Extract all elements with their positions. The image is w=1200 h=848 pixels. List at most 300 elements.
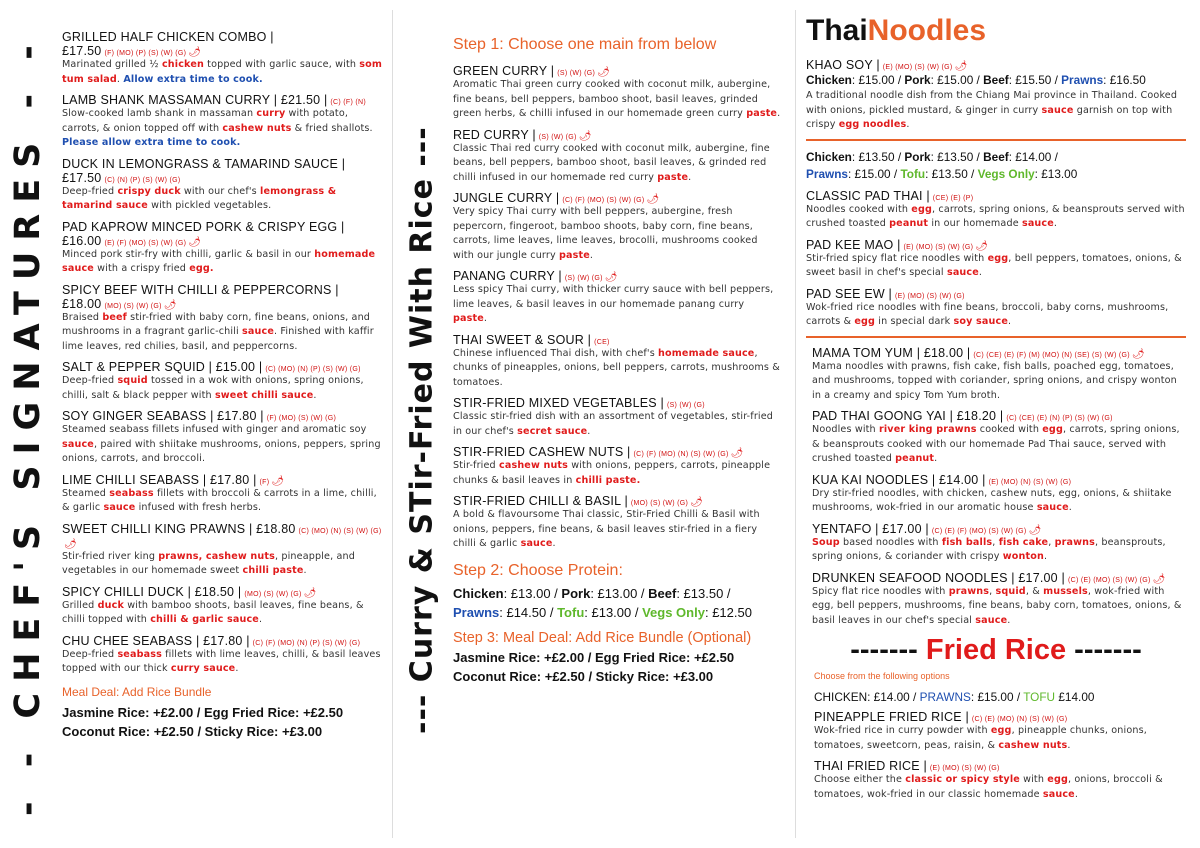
chilli-pepper-icon: 🌶 — [954, 61, 968, 72]
text-run: , pineapple, and vegetables in our homemade sweet — [62, 550, 355, 576]
brand-thai: Thai — [806, 14, 868, 47]
menu-item — [812, 522, 1186, 565]
text-run: Less spicy Thai curry, with thicker curry sauce with bell peppers, lime leaves, & basil leaves in our homemade panang curry — [453, 284, 774, 310]
noodle-list-priced — [806, 346, 1186, 629]
text-run: with potato, carrots, & onion topped off with — [62, 108, 349, 134]
fried-rice-prices — [814, 689, 1186, 706]
text-run: peanut — [895, 453, 935, 464]
text-run: , — [989, 585, 996, 597]
text-run: prawns — [1054, 536, 1095, 548]
allergen-codes: (CE) (E) (P) — [932, 194, 974, 202]
allergen-codes: (S) (W) (G) — [557, 70, 596, 77]
text-run: classic or spicy style — [905, 774, 1020, 785]
item-name — [812, 473, 1186, 487]
text-run: . — [116, 73, 124, 85]
text-run: Steamed seabass fillets infused with ginger and aromatic soy — [62, 424, 367, 435]
price-run: Pork — [561, 585, 591, 601]
text-run: lemongrass & tamarind sauce — [62, 185, 337, 211]
dashes: ------- — [850, 634, 918, 666]
khao-soy-item — [806, 58, 1186, 133]
text-run: , & — [1025, 585, 1044, 597]
item-description — [453, 142, 781, 186]
price-run: Prawns — [806, 166, 848, 181]
text-run: in special dark — [875, 316, 954, 327]
menu-item — [453, 445, 781, 488]
text-run: seabass — [117, 648, 162, 660]
allergen-codes: (C) (F) (N) — [330, 99, 366, 106]
text-run: egg — [1042, 424, 1063, 435]
item-description — [806, 203, 1186, 232]
text-run: sweet chilli sauce — [214, 389, 314, 401]
text-run: sauce — [1041, 104, 1074, 116]
menu-item — [62, 634, 384, 677]
price-run: Beef — [983, 149, 1009, 164]
price-run: : £15.50 / — [1008, 73, 1062, 87]
chilli-pepper-icon: 🌶 — [271, 475, 285, 487]
noodle-prices — [806, 149, 1186, 166]
menu-item — [453, 396, 781, 439]
item-description — [62, 599, 384, 628]
text-run: . — [934, 453, 938, 464]
item-title: PAD THAI GOONG YAI | £18.20 | — [812, 409, 1004, 423]
allergen-codes: (C) (E) (MO) (S) (W) (G) — [1067, 576, 1151, 584]
item-description — [806, 89, 1186, 133]
text-run: , beansprouts, spring onions, & coriander with crispy — [812, 536, 1166, 562]
allergen-codes: (C) (E) (MO) (N) (S) (W) (G) — [971, 716, 1068, 723]
text-run: chilli paste. — [575, 474, 641, 486]
menu-item — [62, 157, 384, 214]
text-run: & fried shallots. — [291, 122, 373, 134]
menu-item — [806, 238, 1186, 281]
item-title: DRUNKEN SEAFOOD NOODLES | £17.00 | — [812, 570, 1065, 585]
text-run: with onions, peppers, carrots, pineapple chunks & basil leaves in — [453, 460, 771, 486]
item-title: MAMA TOM YUM | £18.00 | — [812, 345, 971, 360]
allergen-codes: (F) (MO) (P) (S) (W) (G) — [104, 50, 187, 57]
item-name — [62, 93, 384, 107]
text-run: , bell peppers, tomatoes, onions, & sweet basil in chef's special — [806, 252, 1182, 278]
price-run: Prawns — [1061, 73, 1104, 87]
item-description — [806, 252, 1186, 281]
text-run: sauce — [946, 267, 979, 278]
price-run: : £13.50 / — [676, 585, 731, 601]
price-run: Chicken — [806, 73, 852, 87]
text-run: paste — [746, 108, 778, 119]
text-run: . — [906, 119, 910, 130]
text-run: . — [1074, 788, 1079, 800]
item-description — [814, 724, 1186, 753]
text-run: cashew nuts — [222, 122, 292, 134]
text-run: Dry stir-fried noodles, with chicken, cashew nuts, egg, onions, & shiitake mushrooms, wok-fried in our aromatic house — [812, 487, 1172, 513]
allergen-codes: (E) (MO) (S) (W) (G) — [895, 292, 965, 300]
menu-item — [453, 333, 781, 391]
text-run: Aromatic Thai green curry cooked with coconut milk, aubergine, fine beans, bell peppers, bamboo shoot, basil leaves, grinded green herbs, & chilli infused in our homemade green curry — [453, 79, 771, 119]
text-run: egg — [987, 252, 1009, 264]
text-run: Mama noodles with prawns, fish cake, fish balls, poached egg, tomatoes, and mushrooms, topped with coriander, spring onions, and crispy wonton in a creamy and spicy Tom Yum broth. — [812, 360, 1177, 401]
menu-item — [812, 409, 1186, 467]
item-description — [453, 347, 781, 391]
text-run: wonton — [1002, 551, 1044, 562]
allergen-codes: (S) (W) (G) — [666, 402, 705, 409]
item-name — [62, 409, 384, 423]
text-run: . — [777, 108, 781, 119]
chilli-pepper-icon: 🌶 — [975, 240, 989, 252]
item-title: SOY GINGER SEABASS | £17.80 | — [62, 409, 264, 423]
price-run: : £13.50 / — [851, 149, 905, 164]
menu-item — [62, 522, 384, 579]
price-run: Pork — [904, 149, 931, 164]
menu-item — [62, 283, 384, 355]
item-description — [453, 283, 781, 327]
item-title: CLASSIC PAD THAI | — [806, 188, 930, 203]
chilli-pepper-icon: 🌶 — [188, 236, 202, 248]
text-run: with a crispy fried — [93, 263, 190, 274]
item-title: STIR-FRIED CHILLI & BASIL | — [453, 494, 628, 508]
price-run: Tofu — [557, 604, 585, 620]
noodle-prices — [806, 166, 1186, 183]
allergen-codes: (C) (N) (P) (S) (W) (G) — [104, 176, 181, 184]
text-run: A bold & flavoursome Thai classic, Stir-Fried Chilli & Basil with onions, peppers, fine beans, & basil leaves stir-fried in a fiery chilli & garlic — [453, 509, 760, 549]
text-run: Very spicy Thai curry with bell peppers, aubergine, fresh pepercorn, fingeroot, bamboo shoots, baby corn, fine beans, carrots, lime leaves, lime leaves, brocolli, mushrooms cooked with our jungle curry — [453, 206, 758, 261]
vertical-title-curry: --- Curry & STir-Fried With Rice --- — [404, 126, 440, 734]
chefs-signatures-column — [62, 30, 384, 741]
text-run: paste — [657, 171, 689, 183]
text-run: egg — [990, 725, 1012, 736]
allergen-codes: (C) (CE) (E) (N) (P) (S) (W) (G) — [1006, 415, 1113, 422]
allergen-codes: (E) (MO) (S) (W) (G) — [882, 64, 953, 71]
price-run: Tofu — [900, 166, 926, 181]
rice-bundle-line: Jasmine Rice: +£2.00 / Egg Fried Rice: +£2.50 — [453, 649, 735, 665]
menu-item — [806, 287, 1186, 330]
item-name — [812, 522, 1186, 536]
chilli-pepper-icon: 🌶 — [597, 67, 611, 78]
vertical-title-chefs-signatures: - - CHEF'S SIGNATURES - - — [8, 34, 48, 816]
item-description — [62, 648, 384, 677]
item-name — [62, 585, 384, 599]
text-run: peanut — [889, 218, 929, 229]
text-run: crispy duck — [117, 185, 181, 197]
text-run: Stir-fried spicy flat rice noodles with — [806, 252, 988, 264]
item-title: STIR-FRIED MIXED VEGETABLES | — [453, 396, 664, 410]
item-name — [812, 571, 1186, 585]
menu-item — [812, 571, 1186, 629]
curry-column — [453, 36, 781, 686]
item-title: LIME CHILLI SEABASS | £17.80 | — [62, 472, 257, 487]
text-run: . — [1007, 316, 1012, 327]
text-run: with pickled vegetables. — [147, 200, 272, 211]
item-name — [62, 360, 384, 374]
text-run: Allow extra time to cook. — [123, 73, 263, 85]
text-run: fillets with broccoli & carrots in a lime, chilli, & garlic — [62, 487, 377, 513]
text-run: Stir-fried — [453, 460, 499, 471]
text-run: Deep-fried — [62, 375, 118, 386]
text-run: , chunks of pineapples, onions, bell peppers, carrots, mushrooms & tomatoes. — [453, 347, 780, 388]
item-name — [62, 283, 384, 311]
text-run: based noodles with — [839, 536, 942, 548]
text-run: , pineapple chunks, onions, tomatoes, sweetcorn, peas, raisin, & — [814, 725, 1147, 751]
item-name — [806, 287, 1186, 301]
text-run: Choose either the — [814, 774, 906, 785]
price-run: : £13.00 / — [503, 585, 562, 601]
dashes: ------- — [1074, 634, 1142, 666]
step-2-heading: Step 2: Choose Protein: — [453, 561, 623, 579]
item-title: PANANG CURRY | — [453, 269, 562, 283]
price-run: PRAWNS — [919, 690, 971, 704]
item-name — [62, 522, 384, 550]
text-run: fish balls — [941, 536, 993, 548]
item-name — [453, 128, 781, 142]
text-run: cooked with — [976, 424, 1043, 435]
item-title: GREEN CURRY | — [453, 64, 555, 78]
text-run: Wok-fried rice in curry powder with — [814, 725, 991, 736]
text-run: . — [313, 389, 317, 401]
text-run: chicken — [161, 59, 204, 70]
item-name — [812, 409, 1186, 423]
item-title: PAD KEE MAO | — [806, 237, 901, 252]
menu-item — [62, 30, 384, 87]
text-run: squid — [117, 375, 148, 386]
item-title: GRILLED HALF CHICKEN COMBO | £17.50 — [62, 30, 274, 58]
allergen-codes: (MO) (S) (W) (G) — [104, 302, 162, 310]
item-description — [62, 550, 384, 579]
text-run: Classic stir-fried dish with an assortment of vegetables, stir-fried in our chef's — [453, 411, 774, 437]
item-description — [812, 423, 1186, 467]
item-name — [453, 445, 781, 459]
price-run: : £13.50 / — [930, 149, 984, 164]
text-run: , paired with shiitake mushrooms, onions, peppers, spring onions, carrots, and broccoli. — [62, 438, 381, 464]
chilli-pepper-icon: 🌶 — [1028, 524, 1042, 536]
price-run: : £15.00 / — [930, 73, 984, 87]
chilli-pepper-icon: 🌶 — [64, 538, 77, 550]
allergen-codes: (CE) — [594, 338, 610, 346]
text-run: river king prawns — [878, 424, 977, 435]
item-title: PINEAPPLE FRIED RICE | — [814, 710, 969, 724]
menu-item — [453, 494, 781, 552]
chilli-pepper-icon: 🌶 — [646, 194, 660, 205]
noodle-list — [806, 189, 1186, 330]
price-run: Vegs Only — [642, 604, 705, 620]
item-title: THAI SWEET & SOUR | — [453, 332, 592, 347]
menu-item — [453, 191, 781, 263]
text-run: Soup — [812, 536, 840, 548]
item-description — [62, 248, 384, 277]
text-run: , — [1048, 536, 1055, 548]
brand-noodles: Noodles — [867, 14, 987, 47]
text-run: . — [978, 267, 983, 278]
text-run: chilli & garlic sauce — [150, 614, 259, 625]
item-description — [62, 185, 384, 214]
text-run: in our homemade — [928, 218, 1022, 229]
item-title: KHAO SOY | — [806, 58, 880, 72]
text-run: curry sauce — [170, 663, 236, 674]
price-run: Vegs Only — [977, 166, 1035, 181]
text-run: . — [1067, 739, 1071, 751]
chilli-pepper-icon: 🌶 — [730, 448, 744, 459]
text-run: sauce — [103, 502, 136, 513]
text-run: . — [589, 249, 594, 261]
text-run: sauce — [520, 538, 553, 549]
allergen-codes: (E) (MO) (S) (W) (G) — [929, 765, 1000, 772]
item-name — [806, 238, 1186, 252]
price-run: : £13.50 / — [925, 166, 978, 181]
text-run: Classic Thai red curry cooked with coconut milk, aubergine, fine beans, bell peppers, bamboo shoot, basil leaves, & grinded red chilli infused in our homemade red curry — [453, 142, 770, 183]
text-run: prawns — [948, 585, 990, 597]
text-run: topped with garlic sauce, with — [203, 59, 360, 70]
text-run: fillets with lime leaves, chilli, & basil leaves topped with our thick — [62, 648, 381, 674]
chilli-pepper-icon: 🌶 — [303, 587, 317, 599]
text-run: infused with fresh herbs. — [135, 502, 262, 513]
meal-deal-line: Coconut Rice: +£2.50 / Sticky Rice: +£3.00 — [62, 723, 323, 739]
meal-deal-title: Meal Deal: Add Rice Bundle — [62, 684, 212, 699]
price-run: Pork — [904, 73, 931, 87]
text-run: soy sauce — [953, 316, 1008, 327]
protein-prices — [453, 603, 781, 622]
text-run: . — [688, 171, 692, 183]
allergen-codes: (MO) (S) (W) (G) — [630, 500, 689, 507]
item-description — [814, 773, 1186, 802]
text-run: sauce — [242, 326, 275, 337]
chilli-pepper-icon: 🌶 — [578, 130, 592, 142]
item-description — [62, 107, 384, 151]
price-run: TOFU — [1023, 690, 1056, 704]
menu-item — [453, 128, 781, 186]
text-run: Noodles cooked with — [806, 203, 912, 215]
text-run: curry — [256, 108, 286, 119]
text-run: paste — [453, 313, 484, 324]
protein-prices — [453, 584, 781, 603]
text-run: fish cake — [998, 536, 1049, 548]
item-title: LAMB SHANK MASSAMAN CURRY | £21.50 | — [62, 93, 328, 107]
text-run: Minced pork stir-fry with chilli, garlic & basil in our — [62, 248, 315, 260]
item-description — [62, 311, 384, 355]
price-run: Chicken — [806, 149, 852, 164]
text-run: A traditional noodle dish from the Chiang Mai province in Thailand. Cooked with onions, pickled mustard, & ginger in curry — [806, 90, 1178, 116]
curry-list — [453, 64, 781, 552]
text-run: paste — [558, 249, 590, 261]
khao-soy-prices — [806, 72, 1186, 89]
menu-item — [453, 269, 781, 327]
text-run: . — [303, 565, 307, 576]
text-run: sauce — [975, 614, 1008, 626]
text-run: sauce — [1036, 502, 1069, 513]
allergen-codes: (E) (F) (MO) (S) (W) (G) — [104, 239, 187, 247]
text-run: sauce — [1042, 788, 1075, 800]
text-run: seabass — [109, 487, 154, 499]
text-run: . — [1043, 551, 1048, 562]
step-3-heading: Step 3: Meal Deal: Add Rice Bundle (Optional) — [453, 629, 752, 646]
text-run: with our chef's — [180, 185, 261, 197]
text-run: , onions, broccoli & tomatoes, wok-fried in our classic homemade — [814, 774, 1163, 800]
price-run: Chicken — [453, 585, 504, 601]
fried-rice-title: Fried Rice — [925, 634, 1067, 666]
text-run: Spicy flat rice noodles with — [812, 585, 949, 597]
item-name — [453, 191, 781, 205]
allergen-codes: (C) (F) (MO) (N) (S) (W) (G) — [633, 451, 729, 458]
allergen-codes: (C) (E) (F) (MO) (S) (W) (G) — [931, 527, 1027, 535]
price-run: CHICKEN — [814, 690, 868, 704]
fried-rice-heading — [806, 634, 1186, 667]
text-run: Grilled — [62, 599, 98, 611]
text-run: with — [1019, 774, 1048, 785]
price-run: : £14.00 / — [1008, 149, 1058, 164]
text-run: Marinated grilled ½ — [62, 59, 162, 70]
text-run: Deep-fried — [62, 185, 118, 197]
text-run: egg — [854, 316, 876, 327]
item-title: YENTAFO | £17.00 | — [812, 521, 929, 536]
text-run: garnish on top with crispy — [806, 104, 1173, 130]
chilli-pepper-icon: 🌶 — [1152, 573, 1166, 585]
menu-item — [62, 93, 384, 151]
allergen-codes: (C) (F) (MO) (N) (P) (S) (W) (G) — [252, 639, 361, 647]
price-run: : £14.00 / — [867, 690, 920, 704]
allergen-codes: (C) (CE) (E) (F) (M) (MO) (N) (SE) (S) (W) (G) — [973, 351, 1130, 359]
text-run: som tum salad — [62, 59, 383, 85]
item-description — [453, 508, 781, 552]
noodles-column — [806, 14, 1186, 808]
item-description — [62, 58, 384, 87]
item-name — [62, 634, 384, 648]
item-description — [453, 410, 781, 439]
menu-item — [453, 64, 781, 122]
allergen-codes: (C) (MO) (N) (P) (S) (W) (G) — [265, 366, 361, 373]
price-run: Prawns — [453, 604, 500, 620]
text-run: cashew nuts — [499, 460, 569, 471]
allergen-codes: (E) (MO) (S) (W) (G) — [903, 243, 974, 251]
step-1-heading: Step 1: Choose one main from below — [453, 36, 717, 53]
price-run: : £16.50 — [1103, 73, 1146, 87]
price-run: : £13.00 / — [590, 585, 649, 601]
menu-item — [62, 473, 384, 516]
item-title: PAD KAPROW MINCED PORK & CRISPY EGG | £16.00 — [62, 219, 345, 248]
item-title: PAD SEE EW | — [806, 286, 892, 301]
allergen-codes: (S) (W) (G) — [564, 275, 603, 282]
item-description — [62, 374, 384, 403]
menu-item — [62, 220, 384, 277]
text-run: with bamboo shoots, basil leaves, fine beans, & chilli topped with — [62, 599, 364, 625]
allergen-codes: (F) — [259, 478, 270, 486]
text-run: Slow-cooked lamb shank in massaman — [62, 108, 257, 119]
text-run: homemade sauce — [658, 347, 755, 359]
chilli-pepper-icon: 🌶 — [604, 272, 618, 283]
text-run: Steamed — [62, 487, 110, 499]
text-run: , wok-fried with egg, bell peppers, mushrooms, fine beans, baby corn, tomatoes, onions, & basil leaves in our chef's special — [812, 585, 1182, 626]
chilli-pepper-icon: 🌶 — [163, 299, 177, 311]
column-divider — [795, 10, 796, 838]
rice-bundle-line: Coconut Rice: +£2.50 / Sticky Rice: +£3.00 — [453, 668, 714, 684]
price-run: : £15.00 / — [970, 690, 1024, 704]
item-description — [62, 487, 384, 516]
item-name — [62, 220, 384, 248]
brand-title — [806, 14, 1186, 48]
text-run: egg noodles — [838, 119, 907, 130]
item-description — [62, 423, 384, 467]
text-run: cashew nuts — [998, 739, 1068, 751]
item-name — [62, 30, 384, 58]
fried-rice-subtitle: Choose from the following options — [814, 671, 950, 681]
price-run: : £15.00 / — [851, 73, 905, 87]
text-run: Deep-fried — [62, 648, 118, 660]
column-divider — [392, 10, 393, 838]
text-run: sauce — [1021, 218, 1054, 229]
text-run: Wok-fried rice noodles with fine beans, broccoli, baby corns, mushrooms, carrots & — [806, 301, 1169, 327]
menu-item — [814, 710, 1186, 753]
meal-deal-line: Jasmine Rice: +£2.00 / Egg Fried Rice: +£2.50 — [62, 704, 344, 720]
chilli-pepper-icon: 🌶 — [188, 47, 202, 58]
text-run: stir-fried with baby corn, fine beans, onions, and mushrooms in a fragrant garlic-chili — [62, 311, 371, 337]
text-run: Stir-fried river king — [62, 550, 159, 562]
price-run: Beef — [983, 73, 1009, 87]
fried-rice-list — [806, 710, 1186, 802]
price-run: : £15.00 / — [847, 166, 901, 181]
